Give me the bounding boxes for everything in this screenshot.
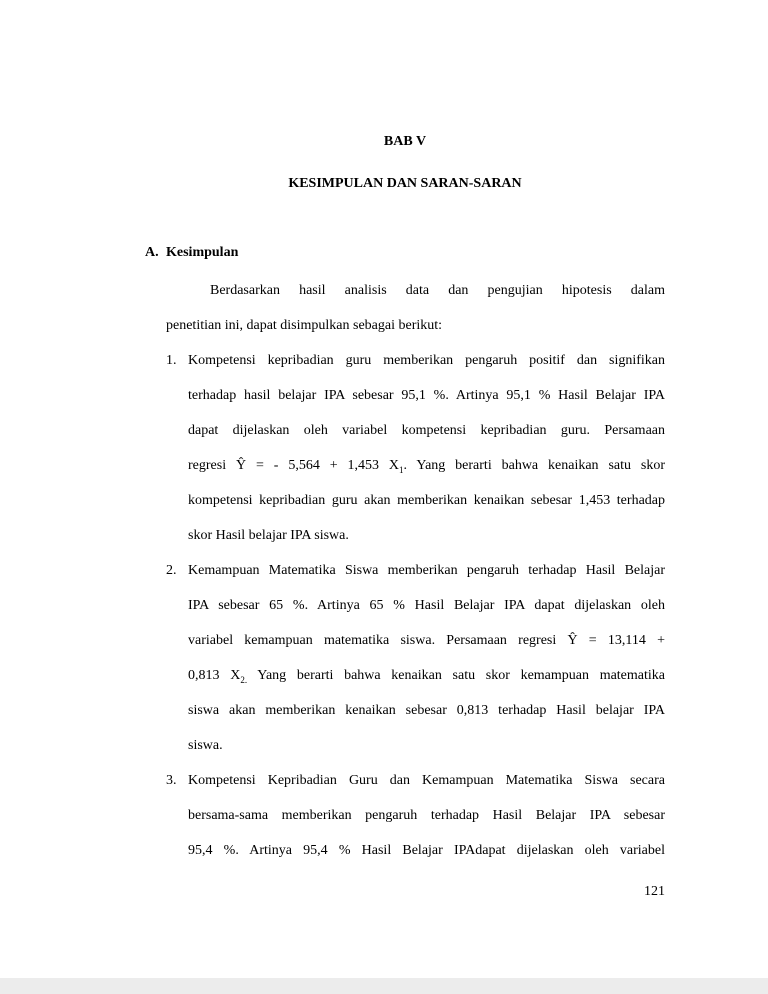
- item-number: 1.: [166, 353, 177, 368]
- chapter-subtitle: KESIMPULAN DAN SARAN-SARAN: [288, 176, 522, 191]
- list-item-1: [166, 343, 665, 553]
- list-item-2: [166, 553, 665, 763]
- text-line: bersama-sama memberikan pengaruh terhadap Hasil Belajar IPA sebesar: [188, 808, 665, 823]
- text-segment: 0,813 X: [188, 668, 241, 683]
- text-line: Kemampuan Matematika Siswa memberikan pengaruh terhadap Hasil Belajar: [188, 563, 665, 578]
- page-bottom-edge: [0, 978, 768, 994]
- subscript: 1: [399, 464, 404, 475]
- list-item-3: [166, 763, 665, 868]
- text-line: dapat dijelaskan oleh variabel kompetensi kepribadian guru. Persamaan: [188, 423, 665, 438]
- text-line: variabel kemampuan matematika siswa. Persamaan regresi Ŷ = 13,114 +: [188, 633, 665, 648]
- text-line: skor Hasil belajar IPA siswa.: [188, 528, 349, 543]
- section-title: Kesimpulan: [166, 245, 239, 260]
- item-number: 3.: [166, 773, 177, 788]
- page-number: 121: [644, 884, 665, 899]
- text-line: [188, 658, 665, 693]
- text-line: siswa akan memberikan kenaikan sebesar 0,813 terhadap Hasil belajar IPA: [188, 703, 665, 718]
- text-line: [188, 448, 665, 483]
- text-line: Kompetensi Kepribadian Guru dan Kemampuan Matematika Siswa secara: [188, 773, 665, 788]
- text-line: terhadap hasil belajar IPA sebesar 95,1 %. Artinya 95,1 % Hasil Belajar IPA: [188, 388, 665, 403]
- text-line: siswa.: [188, 738, 223, 753]
- section-heading: [145, 245, 665, 261]
- intro-paragraph: [166, 273, 665, 343]
- text-line: Berdasarkan hasil analisis data dan pengujian hipotesis dalam: [210, 283, 665, 298]
- page-content: [145, 0, 665, 868]
- text-line: Kompetensi kepribadian guru memberikan pengaruh positif dan signifikan: [188, 353, 665, 368]
- chapter-title: BAB V: [383, 134, 427, 149]
- subscript: 2.: [240, 674, 248, 685]
- text-line: penetitian ini, dapat disimpulkan sebagai berikut:: [166, 318, 443, 333]
- text-segment: Yang berarti bahwa kenaikan satu skor kemampuan matematika: [247, 668, 665, 683]
- text-segment: . Yang berarti bahwa kenaikan satu skor: [403, 458, 665, 473]
- text-line: 95,4 %. Artinya 95,4 % Hasil Belajar IPAdapat dijelaskan oleh variabel: [188, 843, 665, 858]
- item-number: 2.: [166, 563, 177, 578]
- text-segment: regresi Ŷ = - 5,564 + 1,453 X: [188, 458, 399, 473]
- section-label: A.: [145, 245, 159, 260]
- text-line: IPA sebesar 65 %. Artinya 65 % Hasil Belajar IPA dapat dijelaskan oleh: [188, 598, 665, 613]
- text-line: kompetensi kepribadian guru akan memberikan kenaikan sebesar 1,453 terhadap: [188, 493, 665, 508]
